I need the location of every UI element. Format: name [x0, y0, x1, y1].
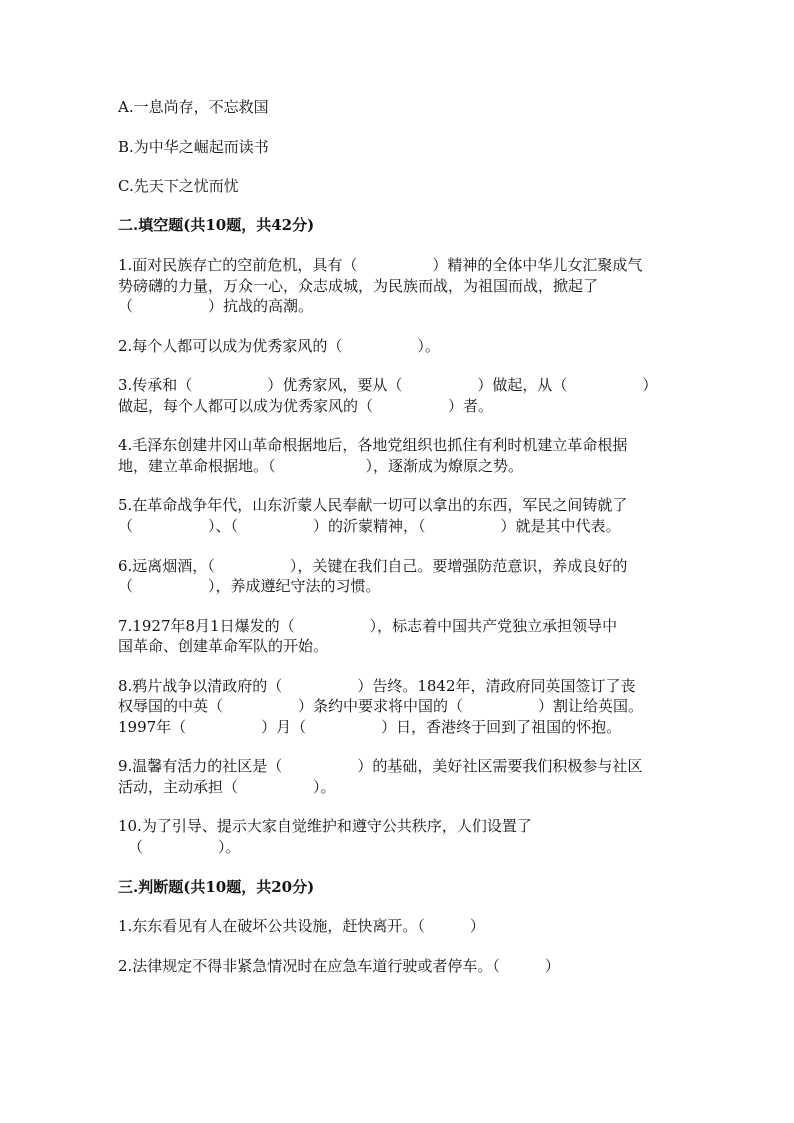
question-line: 国革命、创建革命军队的开始。: [118, 637, 329, 655]
question-line: 2.每个人都可以成为优秀家风的（ ）。: [118, 337, 440, 355]
question-line: 6.远离烟酒，（ ），关键在我们自己。要增强防范意识，养成良好的: [118, 557, 628, 575]
option-b: B.为中华之崛起而读书: [118, 138, 269, 156]
question-line: 做起，每个人都可以成为优秀家风的（ ）者。: [118, 397, 494, 415]
question-line: （ ）抗战的高潮。: [118, 297, 314, 315]
question-line: 1997年（ ）月（ ）日，香港终于回到了祖国的怀抱。: [118, 718, 622, 736]
question-line: 活动，主动承担（ ）。: [118, 778, 336, 796]
question-line: 10.为了引导、提示大家自觉维护和遵守公共秩序，人们设置了: [118, 817, 532, 835]
question-line: 5.在革命战争年代，山东沂蒙人民奉献一切可以拿出的东西，军民之间铸就了: [118, 496, 628, 514]
option-c: C.先天下之忧而忧: [118, 177, 239, 195]
question-line: （ ）、（ ）的沂蒙精神，（ ）就是其中代表。: [118, 517, 621, 535]
question-line: （ ），养成遵纪守法的习惯。: [118, 577, 381, 595]
question-line: 7.1927年8月1日爆发的（ ），标志着中国共产党独立承担领导中: [118, 617, 618, 635]
question-line: 4.毛泽东创建井冈山革命根据地后，各地党组织也抓住有利时机建立革命根据: [118, 436, 628, 454]
section-heading-fill-blank: 二.填空题(共10题，共42分): [118, 216, 315, 234]
question-line: 1.面对民族存亡的空前危机，具有（ ）精神的全体中华儿女汇聚成气: [118, 256, 643, 274]
question-line: 势磅礴的力量，万众一心，众志成城，为民族而战，为祖国而战，掀起了: [118, 277, 599, 295]
question-line: 3.传承和（ ）优秀家风，要从（ ）做起，从（ ）: [118, 376, 658, 394]
question-line: 地，建立革命根据地。（ ），逐渐成为燎原之势。: [118, 457, 524, 475]
question-line: 权辱国的中英（ ）条约中要求将中国的（ ）割让给英国。: [118, 697, 644, 715]
question-line: 9.温馨有活力的社区是（ ）的基础，美好社区需要我们积极参与社区: [118, 757, 643, 775]
question-line: 2.法律规定不得非紧急情况时在应急车道行驶或者停车。（ ）: [118, 957, 560, 975]
option-a: A.一息尚存，不忘救国: [118, 98, 269, 116]
question-line: 1.东东看见有人在破坏公共设施，赶快离开。（ ）: [118, 917, 485, 935]
question-line: （ ）。: [128, 838, 241, 856]
question-line: 8.鸦片战争以清政府的（ ）告终。1842年，清政府同英国签订了丧: [118, 677, 636, 695]
section-heading-true-false: 三.判断题(共10题，共20分): [118, 878, 315, 896]
